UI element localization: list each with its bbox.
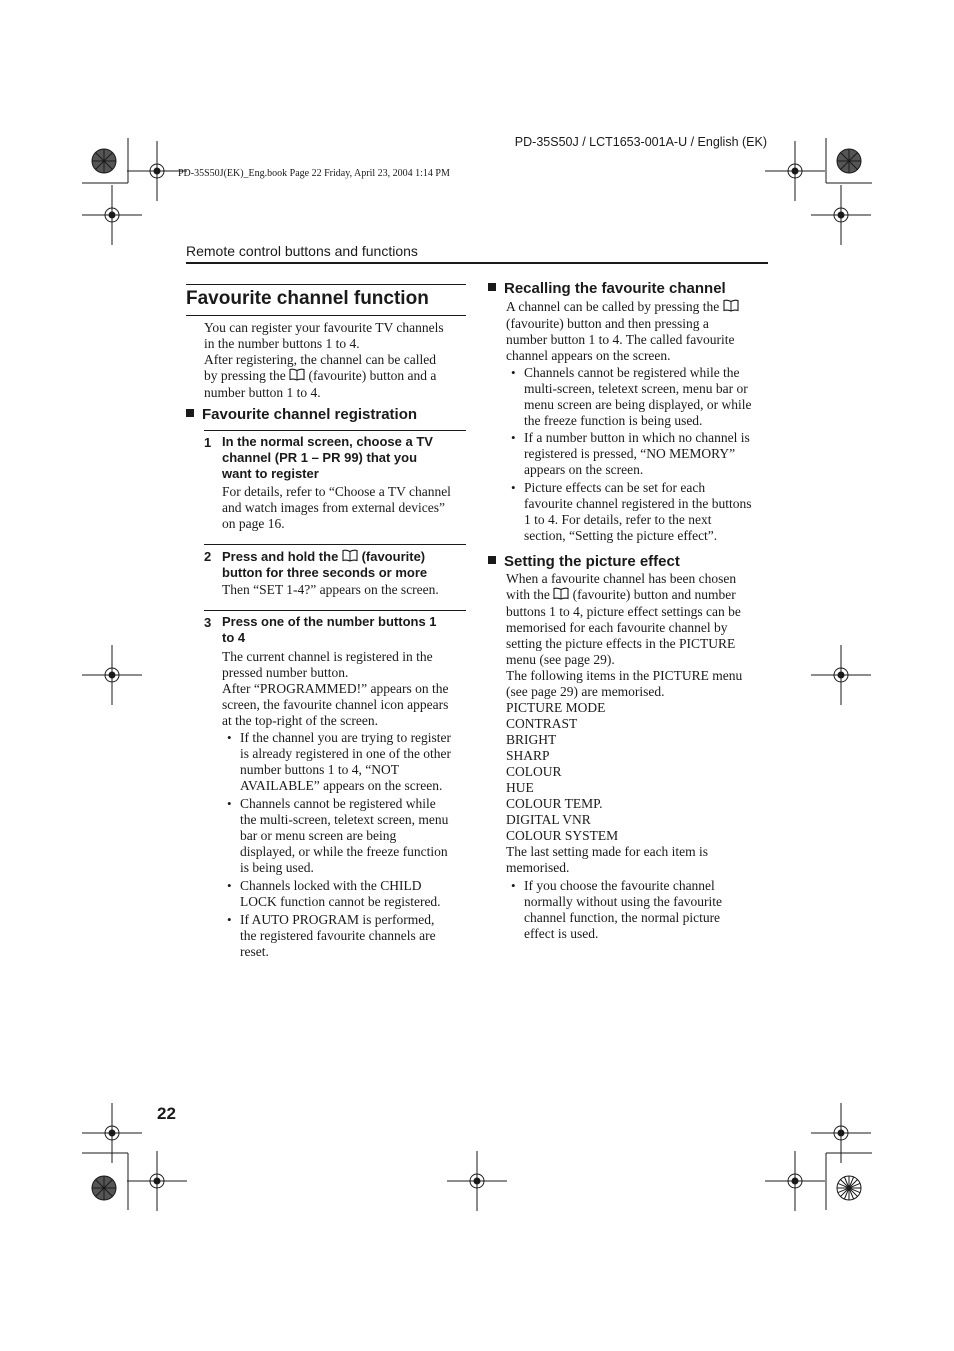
bullet-item: • Channels locked with the CHILD LOCK function cannot be registered. <box>227 878 441 909</box>
bullet-icon: • <box>227 912 232 927</box>
bullet-icon: • <box>227 730 232 745</box>
list-item: COLOUR TEMP. <box>506 796 603 811</box>
step-number: 3 <box>204 615 212 630</box>
list-item: CONTRAST <box>506 716 578 731</box>
list-item: SHARP <box>506 748 550 763</box>
page-title: Favourite channel function <box>186 288 429 309</box>
recall-heading: Recalling the favourite channel <box>488 280 726 297</box>
book-stamp: PD-35S50J(EK)_Eng.book Page 22 Friday, April 23, 2004 1:14 PM <box>178 168 450 179</box>
recall-paragraph: A channel can be called by pressing the (favourite) button and then pressing a number button 1 to 4. The called favourite channel appears on the screen. <box>506 299 768 364</box>
step-body: Then “SET 1-4?” appears on the screen. <box>222 582 439 597</box>
section-label: Remote control buttons and functions <box>186 243 418 259</box>
page-number: 22 <box>157 1104 176 1123</box>
bullet-icon: • <box>227 796 232 811</box>
bullet-icon: • <box>227 878 232 893</box>
list-item: DIGITAL VNR <box>506 812 591 827</box>
step-body: For details, refer to “Choose a TV channel and watch images from external devices” on page 16. <box>222 484 451 531</box>
bullet-item: • Channels cannot be registered while the multi-screen, teletext screen, menu bar or menu screen are being displayed, or while the freeze function is being used. <box>227 796 449 875</box>
effect-paragraph: When a favourite channel has been chosen with the (favourite) button and number buttons 1 to 4, picture effect settings can be memorised for each favourite channel by setting the picture effects in the PICTURE menu (see page 29). The following items in the PICTURE menu (see page 29) are memorised. PICTURE MODE CONTRAST BRIGHT SHARP COLOUR HUE COLOUR TEMP. DIGITAL VNR COLOUR SYSTEM The last setting made for each item is memorised. <box>506 571 768 876</box>
bullet-icon: • <box>511 480 516 495</box>
bullet-item: • If the channel you are trying to register is already registered in one of the other number buttons 1 to 4, “NOT AVAILABLE” appears on the screen. <box>227 730 452 793</box>
step-title: Press and hold the (favourite) button for three seconds or more <box>222 549 428 580</box>
step-number: 2 <box>204 549 212 564</box>
bullet-icon: • <box>511 430 516 445</box>
document-id: PD-35S50J / LCT1653-001A-U / English (EK) <box>514 135 767 149</box>
bullet-item: • Channels cannot be registered while the multi-screen, teletext screen, menu bar or menu screen are being displayed, or while the freeze function is being used. <box>511 365 752 428</box>
bullet-icon: • <box>511 365 516 380</box>
list-item: BRIGHT <box>506 732 557 747</box>
list-item: COLOUR <box>506 764 562 779</box>
bullet-item: • If AUTO PROGRAM is performed, the registered favourite channels are reset. <box>227 912 436 959</box>
bullet-item: • Picture effects can be set for each favourite channel registered in the buttons 1 to 4. For details, refer to the next section, “Setting the picture effect”. <box>511 480 752 543</box>
list-item: COLOUR SYSTEM <box>506 828 619 843</box>
list-item: HUE <box>506 780 534 795</box>
registration-heading: Favourite channel registration <box>186 406 417 423</box>
step-title: In the normal screen, choose a TV channel (PR 1 – PR 99) that you want to register <box>222 434 433 481</box>
list-item: PICTURE MODE <box>506 700 606 715</box>
intro-paragraph: You can register your favourite TV channels in the number buttons 1 to 4. After registering, the channel can be called by pressing the (favourite) button and a number button 1 to 4. <box>204 320 444 400</box>
step-body: The current channel is registered in the pressed number button. After “PROGRAMMED!” appears on the screen, the favourite channel icon appears at the top-right of the screen. <box>222 649 449 728</box>
step-title: Press one of the number buttons 1 to 4 <box>222 614 437 645</box>
step-number: 1 <box>204 435 212 450</box>
bullet-icon: • <box>511 878 516 893</box>
bullet-item: • If you choose the favourite channel normally without using the favourite channel function, the normal picture effect is used. <box>511 878 722 941</box>
bullet-item: • If a number button in which no channel is registered is pressed, “NO MEMORY” appears on the screen. <box>511 430 750 477</box>
effect-heading: Setting the picture effect <box>488 553 680 570</box>
